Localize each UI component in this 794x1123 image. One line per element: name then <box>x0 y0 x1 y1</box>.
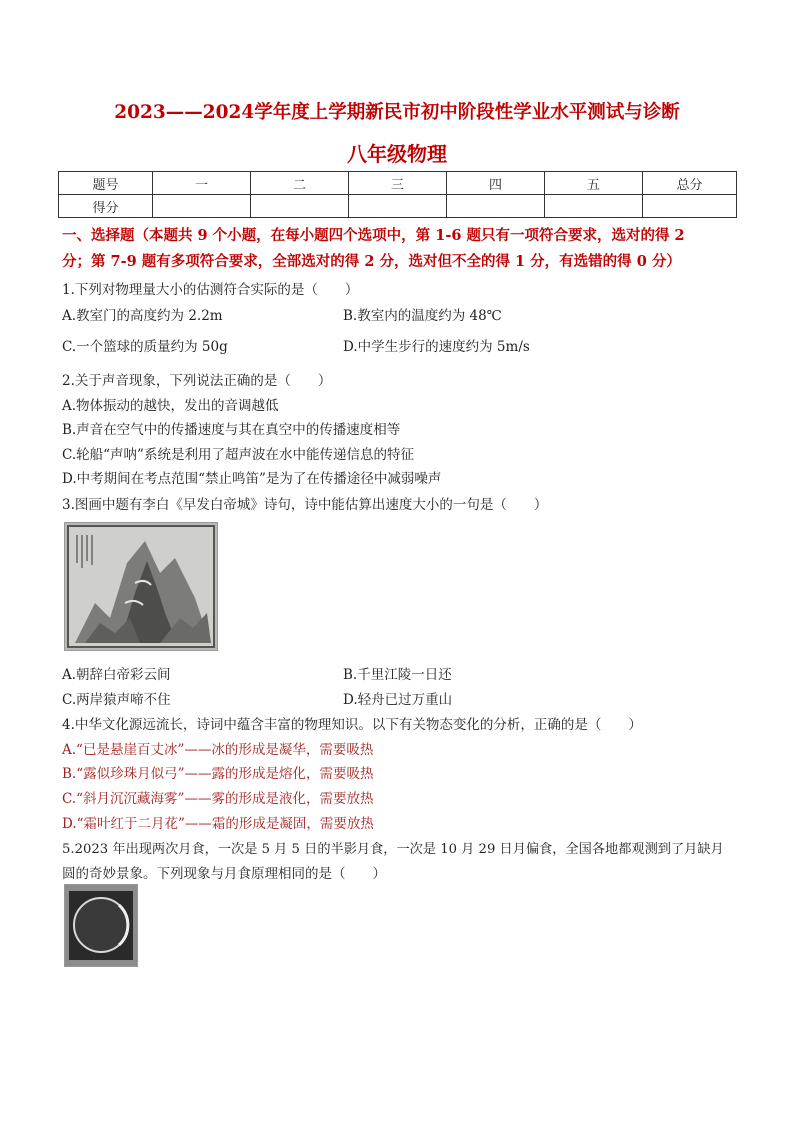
score-cell: 二 <box>251 172 349 195</box>
question-1-option-b: B.教室内的温度约为 48℃ <box>343 308 502 324</box>
exam-subject: 八年级物理 <box>347 142 447 166</box>
question-3-stem: 3.图画中题有李白《早发白帝城》诗句，诗中能估算出速度大小的一句是（ ） <box>62 497 548 513</box>
score-table-header-row <box>59 172 737 195</box>
landscape-painting-image <box>64 522 218 651</box>
question-2-option-c: C.轮船“声呐”系统是利用了超声波在水中能传递信息的特征 <box>62 447 414 463</box>
section-heading-line: 分；第 7-9 题有多项符合要求，全部选对的得 2 分，选对但不全的得 1 分，有选错的得 0 分） <box>62 253 681 270</box>
exam-title: 2023——2024学年度上学期新民市初中阶段性学业水平测试与诊断 <box>114 102 680 123</box>
score-cell: 四 <box>447 172 545 195</box>
score-entry-cell[interactable] <box>153 195 251 218</box>
question-5-stem-line1: 5.2023 年出现两次月食，一次是 5 月 5 日的半影月食，一次是 10 月 29 日月偏食，全国各地都观测到了月缺月 <box>62 842 724 857</box>
question-4-stem: 4.中华文化源远流长，诗词中蕴含丰富的物理知识。以下有关物态变化的分析，正确的是（ ） <box>62 717 642 733</box>
question-1-option-d: D.中学生步行的速度约为 5m/s <box>343 339 530 355</box>
question-3-option-c: C.两岸猿声啼不住 <box>62 692 171 708</box>
score-entry-cell[interactable] <box>643 195 737 218</box>
question-4-option-d: D.“霜叶红于二月花”——霜的形成是凝固，需要放热 <box>62 816 374 832</box>
question-4-option-a: A.“已是悬崖百丈冰”——冰的形成是凝华，需要吸热 <box>62 742 374 758</box>
question-1-option-c: C.一个篮球的质量约为 50g <box>62 339 228 355</box>
question-1-stem: 1.下列对物理量大小的估测符合实际的是（ ） <box>62 282 359 298</box>
question-4-option-b: B.“露似珍珠月似弓”——露的形成是熔化，需要吸热 <box>62 766 374 782</box>
question-2-stem: 2.关于声音现象，下列说法正确的是（ ） <box>62 373 332 389</box>
score-cell: 题号 <box>59 172 153 195</box>
section-heading-line: 一、选择题（本题共 9 个小题，在每小题四个选项中，第 1-6 题只有一项符合要求，选对的得 2 <box>62 227 685 244</box>
score-cell: 得分 <box>59 195 153 218</box>
score-entry-cell[interactable] <box>545 195 643 218</box>
score-cell: 五 <box>545 172 643 195</box>
question-3-option-d: D.轻舟已过万重山 <box>343 692 453 708</box>
question-3-option-a: A.朝辞白帝彩云间 <box>62 667 171 683</box>
question-2-option-a: A.物体振动的越快，发出的音调越低 <box>62 398 279 414</box>
score-cell: 总分 <box>643 172 737 195</box>
question-1-option-a: A.教室门的高度约为 2.2m <box>62 308 223 324</box>
score-entry-cell[interactable] <box>251 195 349 218</box>
question-3-option-b: B.千里江陵一日还 <box>343 667 452 683</box>
score-table <box>58 171 737 218</box>
question-2-option-b: B.声音在空气中的传播速度与其在真空中的传播速度相等 <box>62 422 401 438</box>
lunar-eclipse-illustration <box>65 885 137 966</box>
score-cell: 一 <box>153 172 251 195</box>
painting-illustration <box>65 523 217 650</box>
score-entry-cell[interactable] <box>349 195 447 218</box>
score-table-score-row <box>59 195 737 218</box>
question-5-stem-line2: 圆的奇妙景象。下列现象与月食原理相同的是（ ） <box>62 866 386 882</box>
section-heading <box>62 223 742 275</box>
lunar-eclipse-image <box>64 884 138 967</box>
score-entry-cell[interactable] <box>447 195 545 218</box>
question-4-option-c: C.“斜月沉沉藏海雾”——雾的形成是液化，需要放热 <box>62 791 374 807</box>
question-2-option-d: D.中考期间在考点范围“禁止鸣笛”是为了在传播途径中减弱噪声 <box>62 471 442 487</box>
score-cell: 三 <box>349 172 447 195</box>
